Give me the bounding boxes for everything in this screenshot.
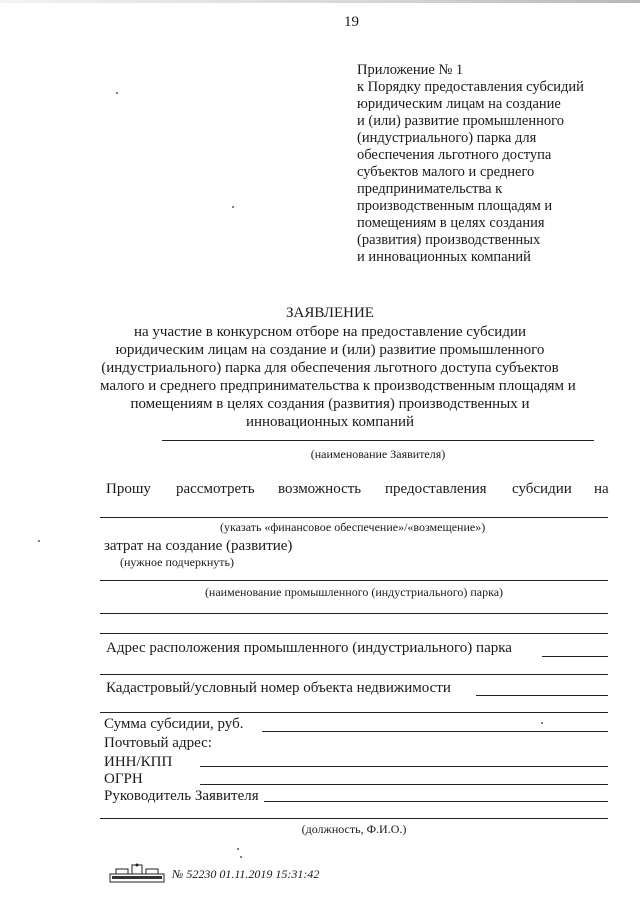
cadastral-label: Кадастровый/условный номер объекта недвижимости bbox=[106, 680, 451, 696]
address-field[interactable] bbox=[542, 656, 608, 657]
request-word: субсидии bbox=[512, 481, 572, 497]
inn-field[interactable] bbox=[200, 766, 608, 767]
page-number: 19 bbox=[344, 14, 359, 30]
applicant-name-field[interactable] bbox=[162, 440, 594, 441]
scan-speck bbox=[232, 206, 234, 208]
financing-field[interactable] bbox=[100, 517, 608, 518]
costs-label: затрат на создание (развитие) bbox=[104, 538, 293, 554]
appendix-line: и инновационных компаний bbox=[357, 249, 531, 265]
request-word: возможность bbox=[278, 481, 362, 497]
park-name-field-extra[interactable] bbox=[100, 613, 608, 614]
subsidy-field[interactable] bbox=[262, 731, 608, 732]
subsidy-label: Сумма субсидии, руб. bbox=[104, 716, 244, 732]
appendix-line: к Порядку предоставления субсидий bbox=[357, 79, 584, 95]
appendix-line: обеспечения льготного доступа bbox=[357, 147, 552, 163]
scan-speck bbox=[237, 848, 239, 850]
appendix-line: помещениям в целях создания bbox=[357, 215, 545, 231]
park-name-field-extra[interactable] bbox=[100, 633, 608, 634]
request-word: рассмотреть bbox=[176, 481, 255, 497]
address-field-extra[interactable] bbox=[100, 674, 608, 675]
title-line: помещениям в целях создания (развития) производственных и bbox=[130, 396, 530, 412]
appendix-line: (развития) производственных bbox=[357, 232, 541, 248]
appendix-line: юридическим лицам на создание bbox=[357, 96, 561, 112]
appendix-line: производственным площадям и bbox=[357, 198, 553, 214]
doc-number-stamp: № 52230 01.11.2019 15:31:42 bbox=[172, 867, 320, 881]
cadastral-field[interactable] bbox=[476, 695, 608, 696]
title-line: юридическим лицам на создание и (или) развитие промышленного bbox=[115, 342, 545, 358]
appendix-line: (индустриального) парка для bbox=[357, 130, 537, 146]
ogrn-label: ОГРН bbox=[104, 771, 143, 787]
document-heading: ЗАЯВЛЕНИЕ bbox=[286, 305, 374, 321]
inn-label: ИНН/КПП bbox=[104, 754, 173, 770]
appendix-line: предпринимательства к bbox=[357, 181, 503, 197]
cadastral-field-extra[interactable] bbox=[100, 712, 608, 713]
financing-caption: (указать «финансовое обеспечение»/«возмещение») bbox=[220, 520, 486, 534]
scan-edge bbox=[0, 0, 640, 3]
postal-label: Почтовый адрес: bbox=[104, 735, 212, 751]
request-word: на bbox=[594, 481, 609, 497]
scan-speck bbox=[240, 856, 242, 858]
head-label: Руководитель Заявителя bbox=[104, 788, 259, 804]
head-field-extra[interactable] bbox=[100, 818, 608, 819]
scan-speck bbox=[541, 722, 543, 724]
appendix-line: Приложение № 1 bbox=[357, 62, 464, 78]
request-word: Прошу bbox=[106, 481, 151, 497]
title-line: (индустриального) парка для обеспечения льготного доступа субъектов bbox=[101, 360, 559, 376]
appendix-line: и (или) развитие промышленного bbox=[357, 113, 564, 129]
head-field[interactable] bbox=[264, 801, 608, 802]
scan-speck bbox=[116, 92, 118, 94]
scan-speck bbox=[38, 540, 40, 542]
ogrn-field[interactable] bbox=[200, 784, 608, 785]
building-stamp-icon bbox=[108, 862, 166, 884]
address-label: Адрес расположения промышленного (индустриального) парка bbox=[106, 640, 512, 656]
request-word: предоставления bbox=[385, 481, 487, 497]
title-line: на участие в конкурсном отборе на предоставление субсидии bbox=[133, 324, 527, 340]
head-caption: (должность, Ф.И.О.) bbox=[301, 822, 407, 836]
title-line: инновационных компаний bbox=[245, 414, 415, 430]
appendix-line: субъектов малого и среднего bbox=[357, 164, 535, 180]
applicant-caption: (наименование Заявителя) bbox=[310, 447, 446, 461]
underline-caption: (нужное подчеркнуть) bbox=[120, 555, 234, 569]
park-name-field[interactable] bbox=[100, 580, 608, 581]
park-caption: (наименование промышленного (индустриального) парка) bbox=[204, 585, 504, 599]
title-line: малого и среднего предпринимательства к производственным площадям и bbox=[100, 378, 576, 394]
